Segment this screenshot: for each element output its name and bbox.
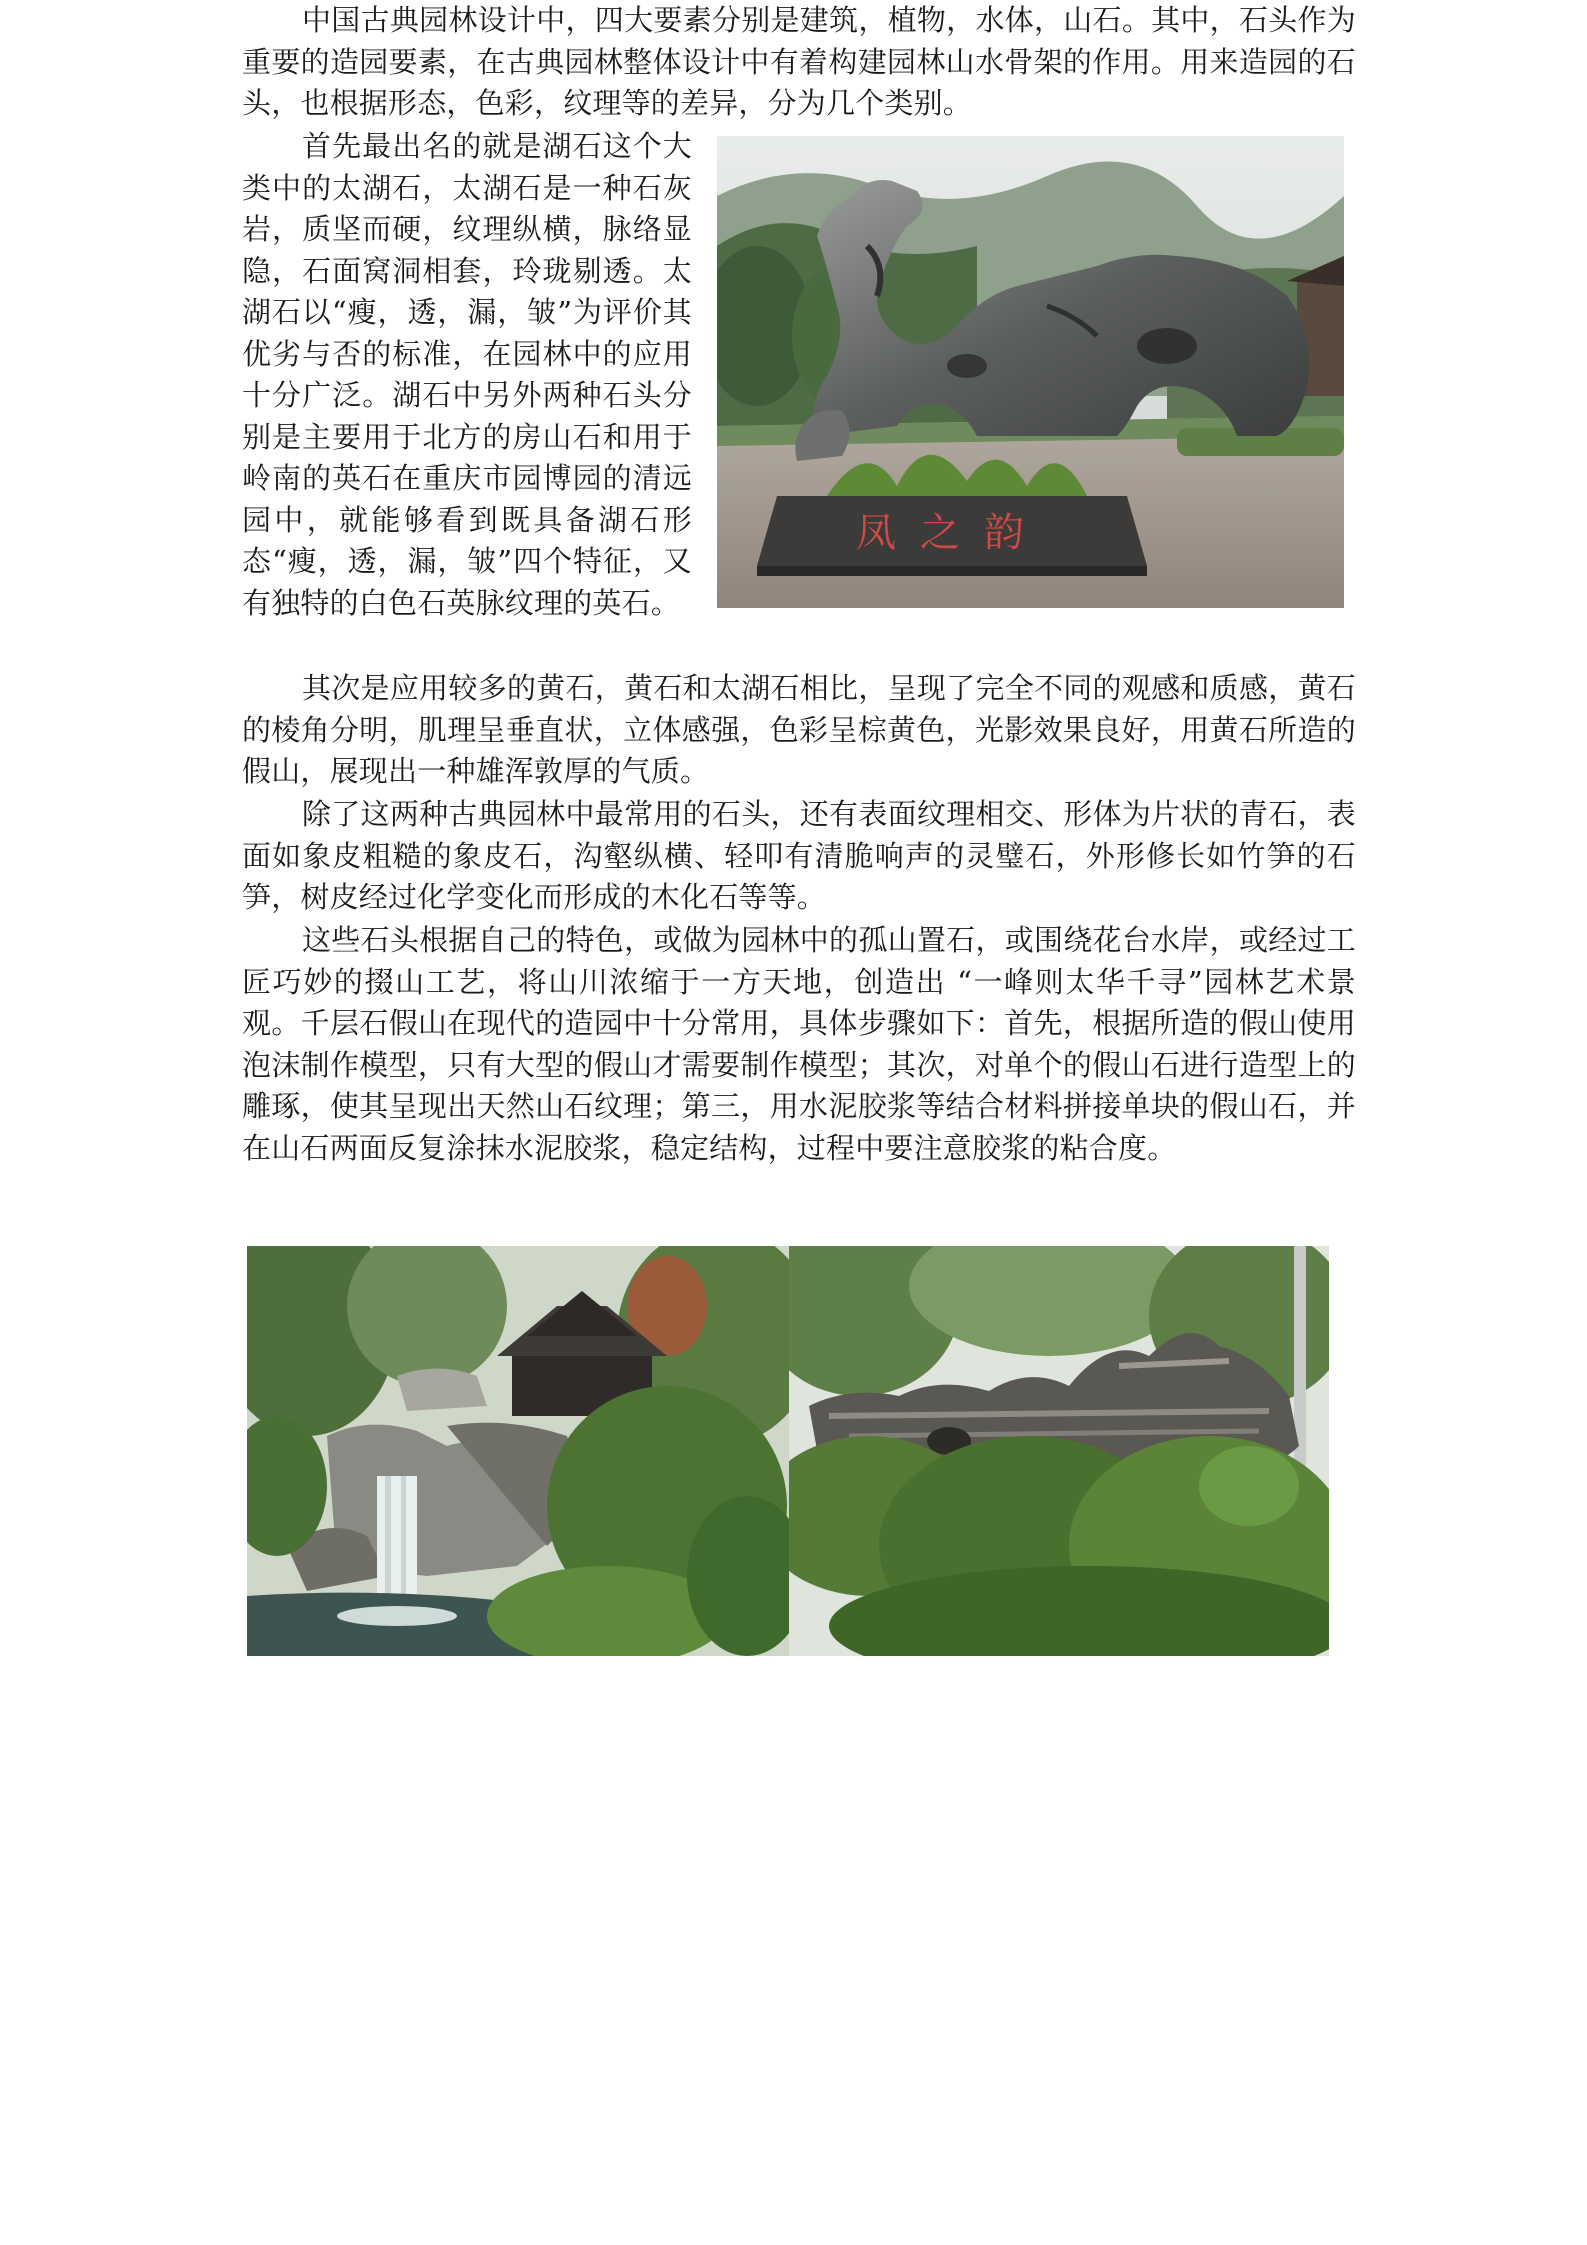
paragraph-4: 除了这两种古典园林中最常用的石头，还有表面纹理相交、形体为片状的青石，表面如象皮粗糙的象皮石，沟壑纵横、轻叩有清脆响声的灵璧石，外形修长如竹笋的石笋，树皮经过化学变化而形成的木化石等等。: [242, 797, 1356, 914]
paragraph-5: 这些石头根据自己的特色，或做为园林中的孤山置石，或围绕花台水岸，或经过工匠巧妙的掇山工艺，将山川浓缩于一方天地，创造出 “一峰则太华千寻”园林艺术景观。千层石假山在现代的造园中十分常用，具体步骤如下：首先，根据所造的假山使用泡沫制作模型，只有大型的假山才需要制作模型；其次，对单个的假山石进行造型上的雕琢，使其呈现出天然山石纹理；第三，用水泥胶浆等结合材料拼接单块的假山石，并在山石两面反复涂抹水泥胶浆，稳定结构，过程中要注意胶浆的粘合度。: [242, 923, 1356, 1165]
rockery-waterfall-photo: [247, 1246, 789, 1656]
paragraph-3: 其次是应用较多的黄石，黄石和太湖石相比，呈现了完全不同的观感和质感，黄石的棱角分明，肌理呈垂直状，立体感强，色彩呈棕黄色，光影效果良好，用黄石所造的假山，展现出一种雄浑敦厚的气质。: [242, 671, 1356, 788]
paragraph-2: 首先最出名的就是湖石这个大类中的太湖石，太湖石是一种石灰岩，质坚而硬，纹理纵横，脉络显隐，石面窝洞相套，玲珑剔透。太湖石以“瘦，透，漏，皱”为评价其优劣与否的标准，在园林中的应用十分广泛。湖石中另外两种石头分别是主要用于北方的房山石和用于岭南的英石在重庆市园博园的清远园中，就能够看到既具备湖石形态“瘦，透，漏，皱”四个特征，又有独特的白色石英脉纹理的英石。: [242, 129, 692, 620]
plinth-inscription: 凤之韵: [856, 510, 1048, 556]
stacked-rockery-photo: [789, 1246, 1329, 1656]
taihu-stone-photo: [717, 136, 1344, 608]
paragraph-1: 中国古典园林设计中，四大要素分别是建筑，植物，水体，山石。其中，石头作为重要的造园要素，在古典园林整体设计中有着构建园林山水骨架的作用。用来造园的石头，也根据形态，色彩，纹理等的差异，分为几个类别。: [242, 3, 1356, 120]
